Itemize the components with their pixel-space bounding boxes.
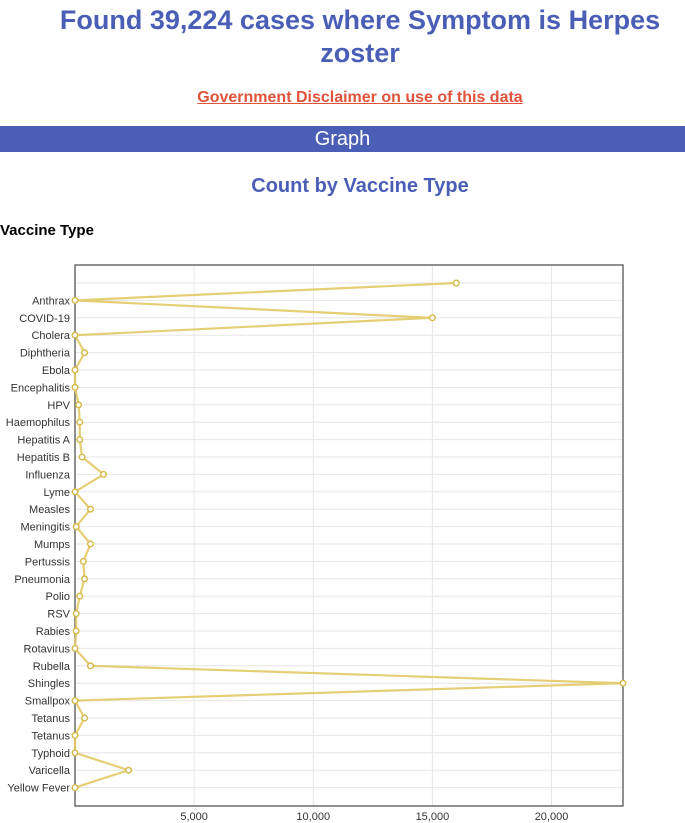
data-point [620,680,626,686]
data-point [79,454,85,460]
data-point [73,628,79,634]
y-tick-label: Lyme [43,486,70,499]
y-tick-label: Cholera [31,330,70,343]
data-point [73,524,79,530]
y-tick-label: Mumps [33,539,70,551]
y-tick-label: Hepatitis A [17,434,70,447]
y-tick-label: Rotavirus [23,643,70,656]
x-tick-label: 15,000 [415,811,450,823]
data-point [72,698,78,704]
y-tick-label: Varicella [28,765,70,778]
data-point [82,576,88,582]
data-point [82,350,88,356]
y-tick-label: Influenza [25,469,70,482]
y-tick-label: Pertussis [24,556,70,569]
data-point [81,559,87,565]
y-tick-label: Rabies [35,626,70,638]
data-point [88,541,94,547]
y-tick-label: RSV [47,608,70,621]
data-point [77,593,83,599]
y-tick-label: Rubella [32,660,70,673]
data-point [72,733,78,739]
y-tick-label: Yellow Fever [7,782,70,795]
data-point [72,750,78,756]
y-tick-label: Pneumonia [14,573,70,586]
y-tick-label: Typhoid [31,747,70,760]
y-tick-label: Tetanus [31,713,70,725]
data-point [72,785,78,791]
data-point [88,506,94,512]
data-point [77,437,83,443]
y-tick-label: COVID-19 [19,312,70,325]
data-point [72,489,78,495]
graph-section-header: Graph [0,126,685,152]
y-axis-title: Vaccine Type [0,222,94,239]
y-tick-label: Anthrax [32,295,70,308]
y-tick-label: Shingles [27,678,70,691]
data-point [82,715,88,721]
data-point [72,646,78,652]
plot-frame [75,265,623,806]
data-point [126,767,132,773]
y-tick-label: Smallpox [24,695,70,708]
page-title: Found 39,224 cases where Symptom is Herpes zoster [59,5,661,68]
series-line [75,283,623,788]
data-point [101,472,107,478]
y-tick-label: Diphtheria [19,347,70,360]
x-tick-label: 10,000 [296,811,331,823]
data-point [88,663,94,669]
y-tick-label: Hepatitis B [16,452,70,464]
data-point [77,419,83,425]
data-point [72,367,78,373]
data-point [430,315,436,321]
x-tick-label: 20,000 [534,811,569,823]
y-tick-label: Polio [45,591,70,604]
y-tick-label: Meningitis [20,521,70,534]
data-point [73,611,79,617]
y-tick-label: Tetanus [31,730,70,743]
chart-title: Count by Vaccine Type [251,175,469,197]
data-point [72,332,78,338]
y-tick-label: Measles [29,504,70,517]
y-tick-label: Encephalitis [10,382,70,395]
data-point [76,402,82,408]
x-tick-label: 5,000 [180,811,208,823]
y-tick-label: Haemophilus [5,417,70,430]
y-tick-label: HPV [47,399,70,412]
data-point [72,385,78,391]
disclaimer-link[interactable]: Government Disclaimer on use of this data [197,89,523,106]
data-point [72,298,78,304]
data-point [453,280,459,286]
y-tick-label: Ebola [41,365,70,377]
